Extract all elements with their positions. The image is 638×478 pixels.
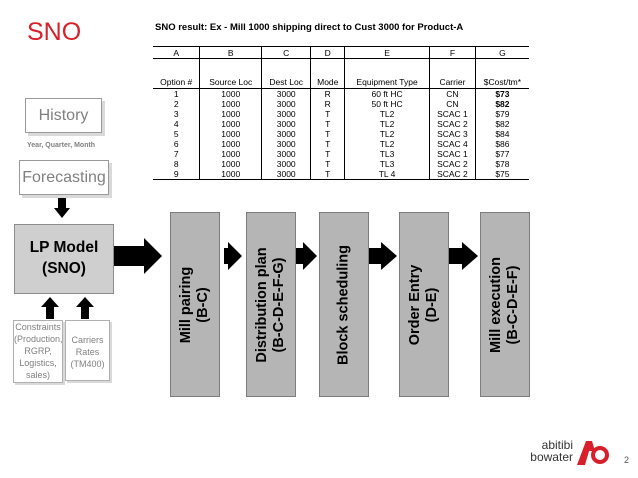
table-cell: Dest Loc <box>262 59 311 89</box>
logo-mark-icon <box>577 439 609 465</box>
right-arrow-icon <box>448 238 478 274</box>
table-cell: $84 <box>475 129 529 139</box>
table-cell: 3 <box>173 109 179 119</box>
table-cell: 1000 <box>200 139 262 149</box>
table-cell: 9 <box>153 169 200 180</box>
table-cell: 1 <box>173 89 179 99</box>
table-cell: $78 <box>475 159 529 169</box>
lp-model-title: LP Model <box>29 239 99 256</box>
table-cell: TL2 <box>345 109 430 119</box>
table-cell: $79 <box>475 109 529 119</box>
step-label: Block scheduling <box>335 244 352 365</box>
logo-text-line1: abitibi <box>541 438 573 452</box>
table-cell: T <box>311 149 345 159</box>
table-cell: T <box>311 159 345 169</box>
right-arrow-icon <box>224 238 242 274</box>
lp-model-box <box>14 224 114 294</box>
table-cell: 1000 <box>200 159 262 169</box>
table-cell: Mode <box>311 59 345 89</box>
table-cell: 3000 <box>262 149 311 159</box>
table-row <box>153 89 529 100</box>
table-cell: 8 <box>173 159 179 169</box>
table-cell: SCAC 1 <box>430 109 476 119</box>
table-row <box>153 139 529 149</box>
table-row <box>153 109 529 119</box>
step-label: Order Entry <box>407 264 423 345</box>
table-cell: TL3 <box>345 149 430 159</box>
table-cell: $82 <box>475 119 529 129</box>
table-cell: 3000 <box>262 159 311 169</box>
table-cell: 3000 <box>262 99 311 109</box>
table-cell: R <box>311 99 345 109</box>
table-cell: 6 <box>173 139 179 149</box>
table-cell: 5 <box>173 129 179 139</box>
table-row <box>153 99 529 109</box>
table-cell: E <box>345 47 430 59</box>
table-cell: TL2 <box>345 119 430 129</box>
table-cell: G <box>475 47 529 59</box>
table-cell: $Cost/tm* <box>475 59 529 89</box>
step-block-scheduling <box>319 212 369 397</box>
company-logo <box>527 437 609 467</box>
table-cell: T <box>311 119 345 129</box>
table-cell: $82 <box>475 99 529 109</box>
table-cell: $77 <box>475 149 529 159</box>
step-distribution-plan <box>246 212 296 397</box>
table-row <box>153 129 529 139</box>
constraints-line: Logistics, <box>19 358 57 368</box>
table-cell: 60 ft HC <box>345 89 430 100</box>
table-cell: TL3 <box>345 159 430 169</box>
table-row <box>153 149 529 159</box>
table-cell: $73 <box>475 89 529 100</box>
step-mill-execution <box>480 212 530 397</box>
table-cell: SCAC 2 <box>430 119 476 129</box>
table-cell: A <box>153 47 200 59</box>
table-cell: SCAC 2 <box>430 169 476 180</box>
up-arrow-icon <box>76 297 94 319</box>
step-order-entry <box>399 212 449 397</box>
table-cell: 3000 <box>262 89 311 100</box>
history-granularity: Year, Quarter, Month <box>27 142 96 149</box>
table-cell: CN <box>430 99 476 109</box>
table-cell: $86 <box>475 139 529 149</box>
up-arrow-icon <box>41 297 59 319</box>
carriers-note <box>65 320 110 381</box>
table-cell: 1000 <box>200 169 262 180</box>
right-arrow-icon <box>367 238 397 274</box>
table-column-letters <box>153 47 529 59</box>
table-cell: 3000 <box>262 129 311 139</box>
table-cell: Source Loc <box>200 59 262 89</box>
table-cell: TL2 <box>345 129 430 139</box>
table-cell: TL 4 <box>345 169 430 180</box>
table-cell: Option # <box>153 59 200 89</box>
result-caption: SNO result: Ex - Mill 1000 shipping direct to Cust 3000 for Product-A <box>155 22 464 33</box>
table-cell: B <box>200 47 262 59</box>
down-arrow-icon <box>54 198 70 218</box>
constraints-line: Constraints <box>15 322 61 332</box>
table-cell: 1000 <box>200 119 262 129</box>
table-cell: $75 <box>475 169 529 180</box>
step-sublabel: (B-C-D-E-F) <box>505 265 521 344</box>
constraints-line: sales) <box>25 370 50 380</box>
table-cell: C <box>262 47 311 59</box>
table-cell: T <box>311 109 345 119</box>
step-mill-pairing <box>170 212 220 397</box>
table-cell: 1000 <box>200 149 262 159</box>
table-cell: 2 <box>173 99 179 109</box>
constraints-line: (Production, <box>14 334 63 344</box>
step-sublabel: (B-C) <box>195 286 211 323</box>
table-header-row <box>153 59 529 89</box>
table-row <box>153 159 529 169</box>
table-cell: SCAC 4 <box>430 139 476 149</box>
right-arrow-icon <box>295 238 317 274</box>
table-cell: SCAC 2 <box>430 159 476 169</box>
right-arrow-icon <box>114 238 162 274</box>
table-cell: SCAC 1 <box>430 149 476 159</box>
logo-text-line2: bowater <box>530 450 573 464</box>
table-cell: T <box>311 139 345 149</box>
table-cell: Carrier <box>430 59 476 89</box>
step-sublabel: (D-E) <box>424 287 440 322</box>
slide-title: SNO <box>27 18 82 46</box>
table-cell: 7 <box>173 149 179 159</box>
table-cell: F <box>430 47 476 59</box>
history-card: History <box>25 98 102 133</box>
constraints-line: RGRP, <box>24 346 52 356</box>
forecasting-card: Forecasting <box>19 160 109 195</box>
page-number: 2 <box>624 455 630 465</box>
constraints-note <box>13 320 63 383</box>
step-label: Distribution plan <box>254 246 270 363</box>
table-cell: D <box>311 47 345 59</box>
table-cell: CN <box>430 89 476 100</box>
carriers-line: Rates <box>75 347 100 357</box>
carriers-line: (TM400) <box>70 359 105 369</box>
step-label: Mill execution <box>488 256 504 353</box>
carriers-line: Carriers <box>71 335 104 345</box>
table-cell: 3000 <box>262 169 311 180</box>
table-cell: Equipment Type <box>345 59 430 89</box>
table-cell: SCAC 3 <box>430 129 476 139</box>
table-cell: 4 <box>173 119 179 129</box>
table-cell: 1000 <box>200 89 262 100</box>
table-row <box>153 119 529 129</box>
step-sublabel: (B-C-D-E-F-G) <box>271 256 287 353</box>
table-cell: 3000 <box>262 139 311 149</box>
table-cell: TL2 <box>345 139 430 149</box>
lp-model-subtitle: (SNO) <box>42 260 86 277</box>
table-cell: T <box>311 129 345 139</box>
table-cell: 3000 <box>262 119 311 129</box>
table-cell: R <box>311 89 345 100</box>
table-cell: 1000 <box>200 109 262 119</box>
table-cell: 1000 <box>200 129 262 139</box>
table-cell: T <box>311 169 345 180</box>
table-cell: 1000 <box>200 99 262 109</box>
options-table <box>153 46 529 180</box>
table-cell: 3000 <box>262 109 311 119</box>
table-cell: 50 ft HC <box>345 99 430 109</box>
step-label: Mill pairing <box>178 266 194 343</box>
table-row <box>153 169 529 180</box>
